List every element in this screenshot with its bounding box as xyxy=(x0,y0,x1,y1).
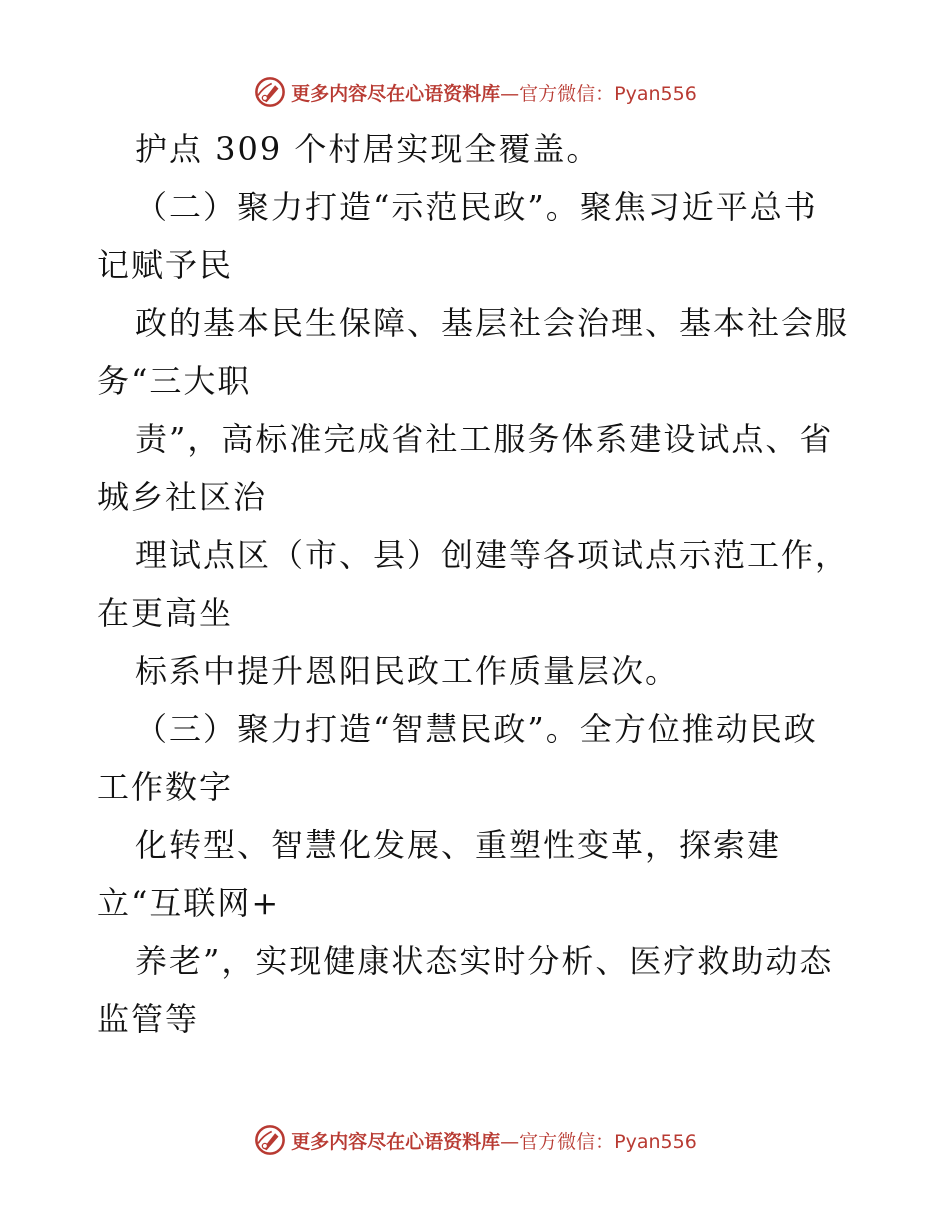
body-line: 立“互联网+ xyxy=(97,884,281,922)
body-line: （三）聚力打造“智慧民政”。全方位推动民政 xyxy=(135,710,818,748)
body-line: 务“三大职 xyxy=(97,362,252,400)
pen-nib-logo-icon xyxy=(253,75,287,109)
header-banner xyxy=(0,72,950,112)
footer-banner-text: 更多内容尽在心语资料库 xyxy=(291,1130,501,1153)
footer-wechat-text: —官方微信：Pyan556 xyxy=(500,1130,697,1153)
body-line: 养老”，实现健康状态实时分析、医疗救助动态 xyxy=(135,942,834,980)
body-line: 政的基本民生保障、基层社会治理、基本社会服 xyxy=(135,304,850,342)
body-line: 记赋予民 xyxy=(97,246,234,284)
body-line: 护点 309 个村居实现全覆盖。 xyxy=(135,130,601,168)
body-line: （二）聚力打造“示范民政”。聚焦习近平总书 xyxy=(135,188,818,226)
header-wechat-text: —官方微信：Pyan556 xyxy=(500,82,697,105)
footer-banner xyxy=(0,1120,950,1160)
body-line: 在更高坐 xyxy=(97,594,234,632)
header-banner-text: 更多内容尽在心语资料库 xyxy=(291,82,501,105)
body-line: 城乡社区治 xyxy=(97,478,268,516)
body-line: 标系中提升恩阳民政工作质量层次。 xyxy=(135,652,680,690)
body-line: 工作数字 xyxy=(97,768,234,806)
body-line: 化转型、智慧化发展、重塑性变革，探索建 xyxy=(135,826,782,864)
body-line: 责”，高标准完成省社工服务体系建设试点、省 xyxy=(135,420,834,458)
document-body xyxy=(97,120,867,1048)
pen-nib-logo-icon xyxy=(253,1123,287,1157)
body-line: 监管等 xyxy=(97,1000,200,1038)
body-line: 理试点区（市、县）创建等各项试点示范工作， xyxy=(135,536,850,574)
